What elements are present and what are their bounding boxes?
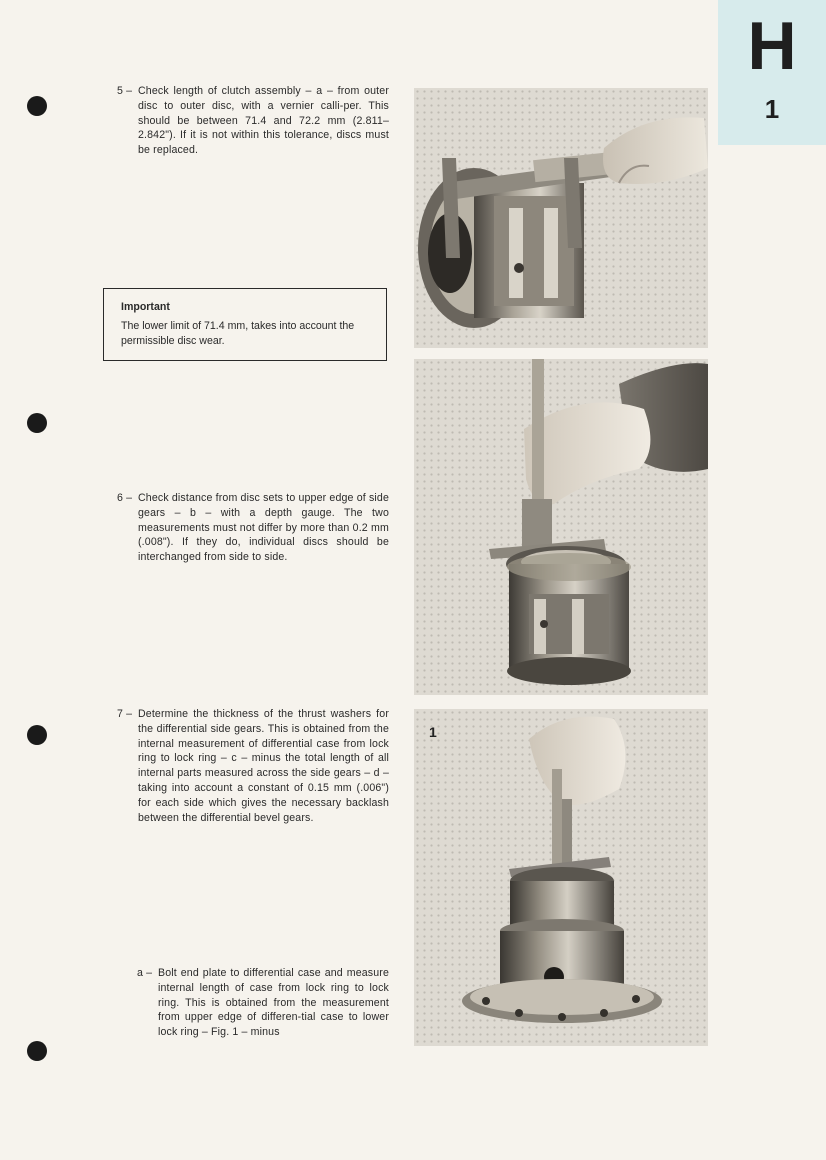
step-6-text: Check distance from disc sets to upper edge of side gears – b – with a depth gauge. The two measurements must not differ by more than 0.2 mm (.008"). If they do, individual discs should be interchanged from side to side. — [138, 492, 389, 564]
binder-hole — [27, 1041, 47, 1061]
section-number: 1 — [764, 94, 780, 124]
step-7 — [117, 707, 389, 825]
figure-1-label: 1 — [429, 724, 437, 740]
photo-depth-gauge-side-gears — [414, 359, 708, 695]
photo-fig1-differential-case — [414, 709, 708, 1046]
step-6 — [117, 491, 389, 565]
step-7a-letter: a – — [137, 967, 153, 979]
binder-hole — [27, 96, 47, 116]
step-7-number: 7 – — [117, 708, 133, 720]
step-5-text: Check length of clutch assembly – a – from outer disc to outer disc, with a vernier calli-per. This should be between 71.4 and 72.2 mm (2.811–2.842"). If it is not within this tolerance, discs must be replaced. — [138, 85, 389, 157]
step-7a — [137, 966, 389, 1040]
section-letter: H — [747, 8, 797, 84]
photo-caliper-clutch-assembly — [414, 88, 708, 348]
important-heading: Important — [121, 301, 170, 313]
binder-hole — [27, 413, 47, 433]
step-7a-text: Bolt end plate to differential case and measure internal length of case from lock ring to lock ring. This is obtained from the measurement from upper edge of differen-tial case to lower lock ring – Fig. 1 – minus — [158, 967, 389, 1039]
important-note — [103, 288, 387, 361]
important-text: The lower limit of 71.4 mm, takes into account the permissible disc wear. — [121, 320, 355, 347]
step-7-text: Determine the thickness of the thrust washers for the differential side gears. This is obtained from the internal measurement of differential case from lock ring to lock ring – c – minus the total length of all internal parts measured across the side gears – d – taking into account a constant of 0.15 mm (.006") for each side which gives the necessary backlash between the differential bevel gears. — [138, 708, 389, 824]
step-5 — [117, 84, 389, 158]
binder-hole — [27, 725, 47, 745]
step-5-number: 5 – — [117, 85, 133, 97]
section-tab — [718, 0, 826, 145]
step-6-number: 6 – — [117, 492, 133, 504]
